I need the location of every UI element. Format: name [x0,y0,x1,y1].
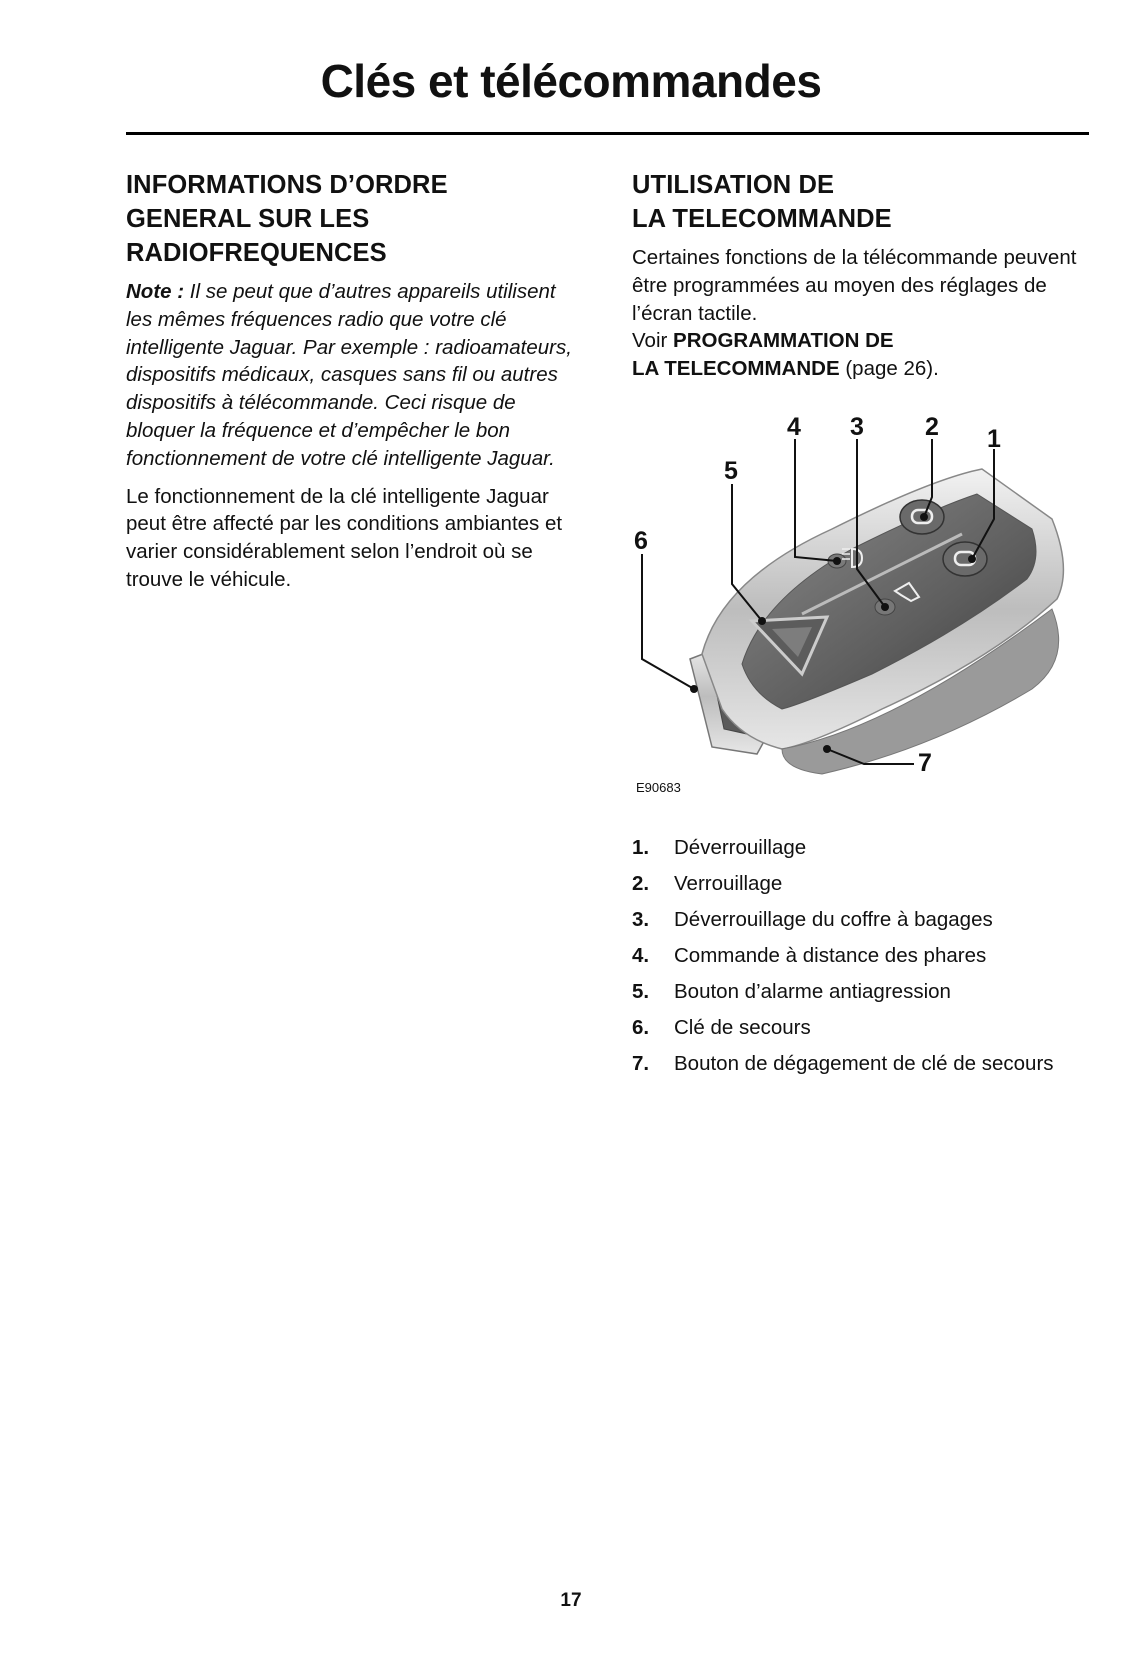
intro-paragraph [632,244,1092,383]
rf-info-heading [126,168,586,270]
list-item [632,938,1092,974]
note-label: Note : [126,280,185,303]
list-item [632,1046,1092,1082]
item-number: 5. [632,979,650,1003]
callout-3: 3 [850,412,864,441]
callout-6: 6 [634,526,648,555]
figure-code: E90683 [636,779,681,795]
key-fob-illustration [632,409,1092,804]
page-reference: (page 26). [845,357,939,381]
item-label: Commande à distance des phares [674,943,987,967]
item-number: 2. [632,871,650,895]
list-item [632,866,1092,902]
callout-7: 7 [918,748,932,777]
remote-usage-section [632,168,1092,1082]
page-number: 17 [560,1590,582,1611]
item-label: Clé de secours [674,1015,811,1039]
item-number: 1. [632,835,650,859]
item-number: 3. [632,907,650,931]
heading-line: INFORMATIONS D’ORDRE [126,171,448,199]
rf-info-section [126,168,586,594]
callout-legend-list [632,830,1092,1082]
list-item [632,902,1092,938]
callout-2: 2 [925,412,939,441]
heading-line: UTILISATION DE [632,171,835,199]
intro-text: Certaines fonctions de la télécommande peuvent être programmées au moyen des réglages de l’écran tactile. [632,246,1077,325]
list-item [632,974,1092,1010]
callout-1: 1 [987,424,1001,453]
title-divider [126,132,1089,135]
body-paragraph: Le fonctionnement de la clé intelligente Jaguar peut être affecté par les conditions ambiantes et varier considérablement selon l’endroit où se trouve le véhicule. [126,484,563,591]
note-paragraph [126,278,586,473]
item-label: Déverrouillage [674,835,807,859]
remote-usage-heading [632,168,1092,236]
page-title: Clés et télécommandes [320,55,822,107]
item-number: 7. [632,1051,650,1075]
see-prefix: Voir [632,329,668,353]
cross-reference-link[interactable]: LA TELECOMMANDE [632,357,840,381]
list-item [632,830,1092,866]
item-number: 6. [632,1015,650,1039]
unlock-button [943,542,987,576]
list-item [632,1010,1092,1046]
item-number: 4. [632,943,650,967]
item-label: Bouton de dégagement de clé de secours [674,1051,1054,1075]
heading-line: GENERAL SUR LES [126,205,370,233]
heading-line: LA TELECOMMANDE [632,205,892,233]
item-label: Bouton d’alarme antiagression [674,979,951,1003]
item-label: Verrouillage [674,871,783,895]
callout-4: 4 [787,412,801,441]
key-fob-figure [632,409,1092,804]
heading-line: RADIOFREQUENCES [126,239,387,267]
callout-5: 5 [724,456,738,485]
cross-reference-link[interactable]: PROGRAMMATION DE [673,329,894,353]
note-text: Il se peut que d’autres appareils utilisent les mêmes fréquences radio que votre clé intelligente Jaguar. Par exemple : radioamateurs, dispositifs médicaux, casques sans fil ou autres dispositifs à télécommande. Ceci risque de bloquer la fréquence et d’empêcher le bon fonctionnement de votre clé intelligente Jaguar. [126,280,572,470]
item-label: Déverrouillage du coffre à bagages [674,907,993,931]
